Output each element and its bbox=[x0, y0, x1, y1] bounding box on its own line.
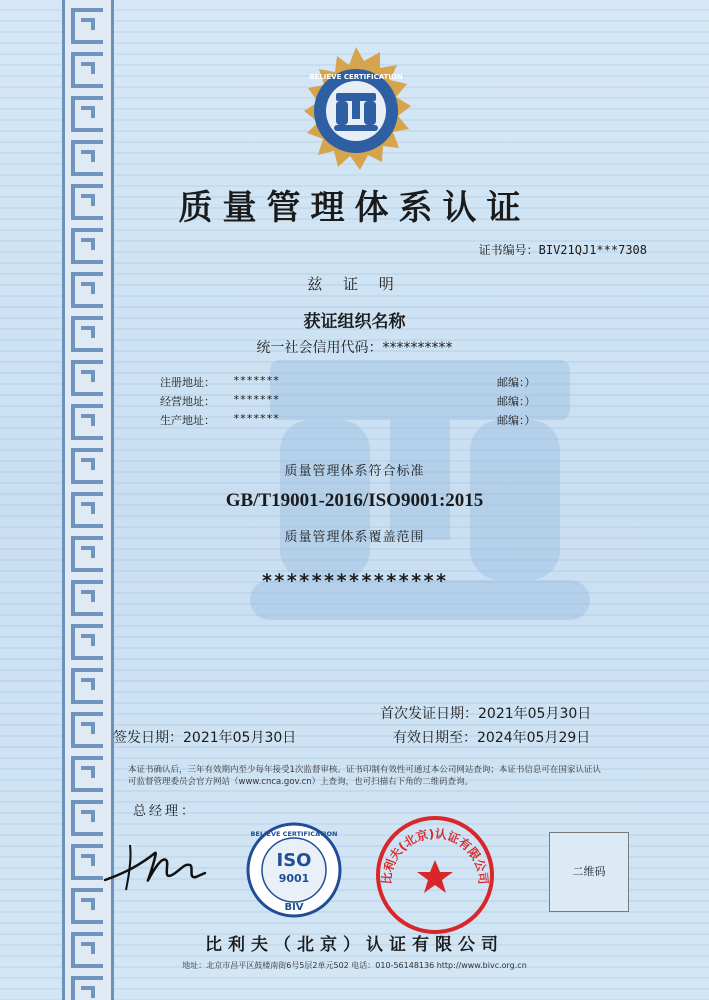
border-key-pattern bbox=[71, 52, 103, 88]
border-key-pattern bbox=[71, 8, 103, 44]
registered-address-value: ******* bbox=[233, 374, 280, 387]
badge-iso-text: ISO bbox=[276, 850, 312, 871]
production-zip: 邮编：） bbox=[497, 414, 536, 427]
registered-zip: 邮编：） bbox=[497, 376, 536, 389]
general-manager-label: 总经理： bbox=[133, 804, 198, 819]
border-key-pattern bbox=[71, 800, 103, 836]
registered-address-label: 注册地址： bbox=[160, 376, 215, 389]
organization-name: 获证组织名称 bbox=[303, 312, 406, 332]
business-address-value: ******* bbox=[233, 393, 280, 406]
certificate-title: 质量管理体系认证 bbox=[178, 188, 531, 228]
logo-text: BELIEVE CERTIFICATION bbox=[309, 73, 403, 81]
certification-logo-icon bbox=[290, 45, 422, 177]
business-zip: 邮编：） bbox=[497, 395, 536, 408]
badge-number-text: 9001 bbox=[278, 872, 310, 885]
qr-code-label: 二维码 bbox=[572, 865, 606, 878]
business-address-label: 经营地址： bbox=[160, 395, 215, 408]
company-seal-icon bbox=[374, 814, 496, 936]
badge-top-text: BELIEVE CERTIFICATION bbox=[250, 830, 338, 838]
scope-value: *************** bbox=[261, 570, 448, 592]
production-address-value: ******* bbox=[233, 412, 280, 425]
certificate-notes: 本证书确认后，三年有效期内至少每年接受1次监督审核。证书印制有效性可通过本公司网站查询；本证书信息可在国家认证认可监督管理委员会官方网站（www.cnca.gov.cn）上查询，也可扫描右下角的二维码查询。 bbox=[128, 765, 601, 787]
proof-heading: 兹 证 明 bbox=[307, 275, 402, 293]
border-key-pattern bbox=[71, 844, 103, 880]
standard-code: GB/T19001-2016/ISO9001:2015 bbox=[225, 490, 484, 511]
first-issue-date: 首次发证日期：2021年05月30日 bbox=[380, 706, 592, 722]
iso-badge-icon bbox=[246, 822, 342, 918]
border-key-pattern bbox=[71, 228, 103, 264]
company-name: 比利夫（北京）认证有限公司 bbox=[205, 935, 504, 955]
border-key-pattern bbox=[71, 668, 103, 704]
border-key-pattern bbox=[71, 360, 103, 396]
company-footer: 地址：北京市昌平区鼓楼南街6号5层2单元502 电话：010-56148136 http://www.bivc.org.cn bbox=[182, 961, 527, 970]
seal-text: 比利夫(北京)认证有限公司 bbox=[379, 826, 491, 885]
signature-icon bbox=[100, 835, 210, 895]
border-key-pattern bbox=[71, 140, 103, 176]
standard-label: 质量管理体系符合标准 bbox=[284, 464, 425, 479]
border-key-pattern bbox=[71, 756, 103, 792]
border-key-pattern bbox=[71, 712, 103, 748]
credit-code: 统一社会信用代码：********** bbox=[256, 340, 453, 356]
border-key-pattern bbox=[71, 976, 103, 1000]
border-key-pattern bbox=[71, 96, 103, 132]
issue-date: 签发日期：2021年05月30日 bbox=[113, 730, 297, 746]
border-key-pattern bbox=[71, 404, 103, 440]
certificate-number: 证书编号：BIV21QJ1***7308 bbox=[478, 243, 647, 257]
valid-until-date: 有效日期至：2024年05月29日 bbox=[393, 730, 591, 746]
border-key-pattern bbox=[71, 888, 103, 924]
production-address-label: 生产地址： bbox=[160, 414, 215, 427]
qr-code-box bbox=[549, 832, 629, 912]
badge-brand-text: BIV bbox=[284, 902, 304, 913]
scope-label: 质量管理体系覆盖范围 bbox=[284, 530, 425, 545]
border-key-pattern bbox=[71, 624, 103, 660]
